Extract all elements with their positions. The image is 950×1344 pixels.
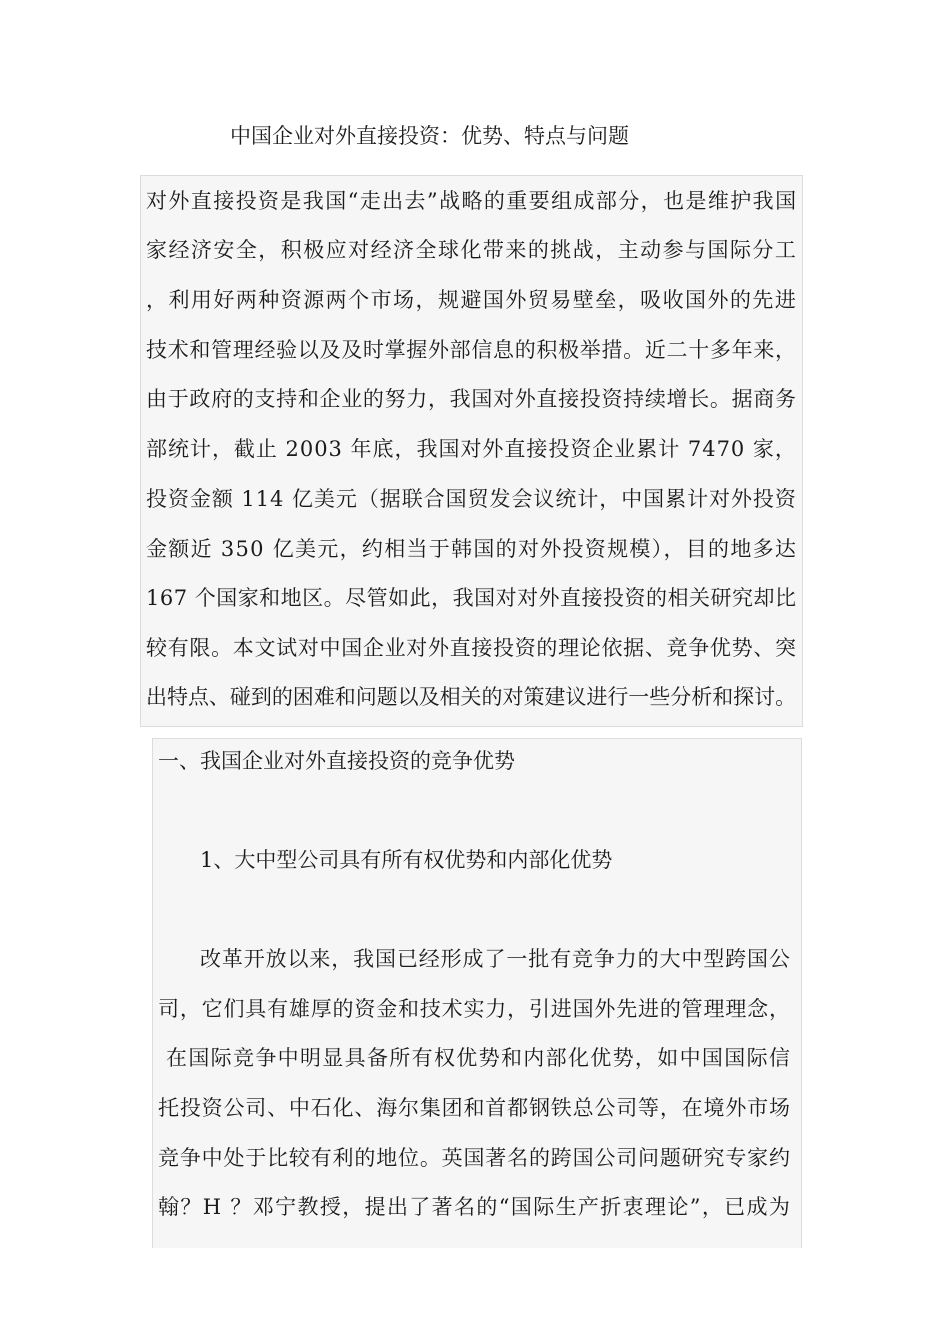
document-title: 中国企业对外直接投资：优势、特点与问题 bbox=[230, 124, 629, 148]
section-line: 竞争中处于比较有利的地位。英国著名的跨国公司问题研究专家约 bbox=[158, 1146, 791, 1170]
section-line: 改革开放以来，我国已经形成了一批有竞争力的大中型跨国公 bbox=[200, 947, 791, 971]
intro-line: 家经济安全，积极应对经济全球化带来的挑战，主动参与国际分工 bbox=[146, 238, 798, 262]
section-line: 司，它们具有雄厚的资金和技术实力，引进国外先进的管理理念， bbox=[158, 997, 791, 1021]
intro-line: ，利用好两种资源两个市场，规避国外贸易壁垒，吸收国外的先进 bbox=[146, 288, 798, 312]
intro-line: 对外直接投资是我国“走出去”战略的重要组成部分，也是维护我国 bbox=[146, 189, 798, 213]
intro-line: 部统计，截止 2003 年底，我国对外直接投资企业累计 7470 家， bbox=[146, 437, 797, 461]
intro-line: 技术和管理经验以及及时掌握外部信息的积极举措。近二十多年来， bbox=[146, 338, 797, 362]
intro-line: 投资金额 114 亿美元（据联合国贸发会议统计，中国累计对外投资 bbox=[146, 487, 797, 511]
section-subheading: 1、大中型公司具有所有权优势和内部化优势 bbox=[200, 848, 613, 872]
intro-line: 167 个国家和地区。尽管如此，我国对对外直接投资的相关研究却比 bbox=[146, 586, 797, 610]
intro-line: 出特点、碰到的困难和问题以及相关的对策建议进行一些分析和探讨。 bbox=[146, 685, 797, 709]
intro-line: 由于政府的支持和企业的努力，我国对外直接投资持续增长。据商务 bbox=[146, 387, 797, 411]
section-line: 在国际竞争中明显具备所有权优势和内部化优势，如中国国际信 bbox=[166, 1046, 792, 1070]
intro-line: 金额近 350 亿美元，约相当于韩国的对外投资规模），目的地多达 bbox=[146, 537, 798, 561]
section-line: 托投资公司、中石化、海尔集团和首都钢铁总公司等，在境外市场 bbox=[158, 1096, 791, 1120]
section-heading: 一、我国企业对外直接投资的竞争优势 bbox=[158, 749, 515, 773]
section-line: 翰？H ？邓宁教授，提出了著名的“国际生产折衷理论”，已成为 bbox=[158, 1195, 792, 1219]
intro-line: 较有限。本文试对中国企业对外直接投资的理论依据、竞争优势、突 bbox=[146, 636, 797, 660]
